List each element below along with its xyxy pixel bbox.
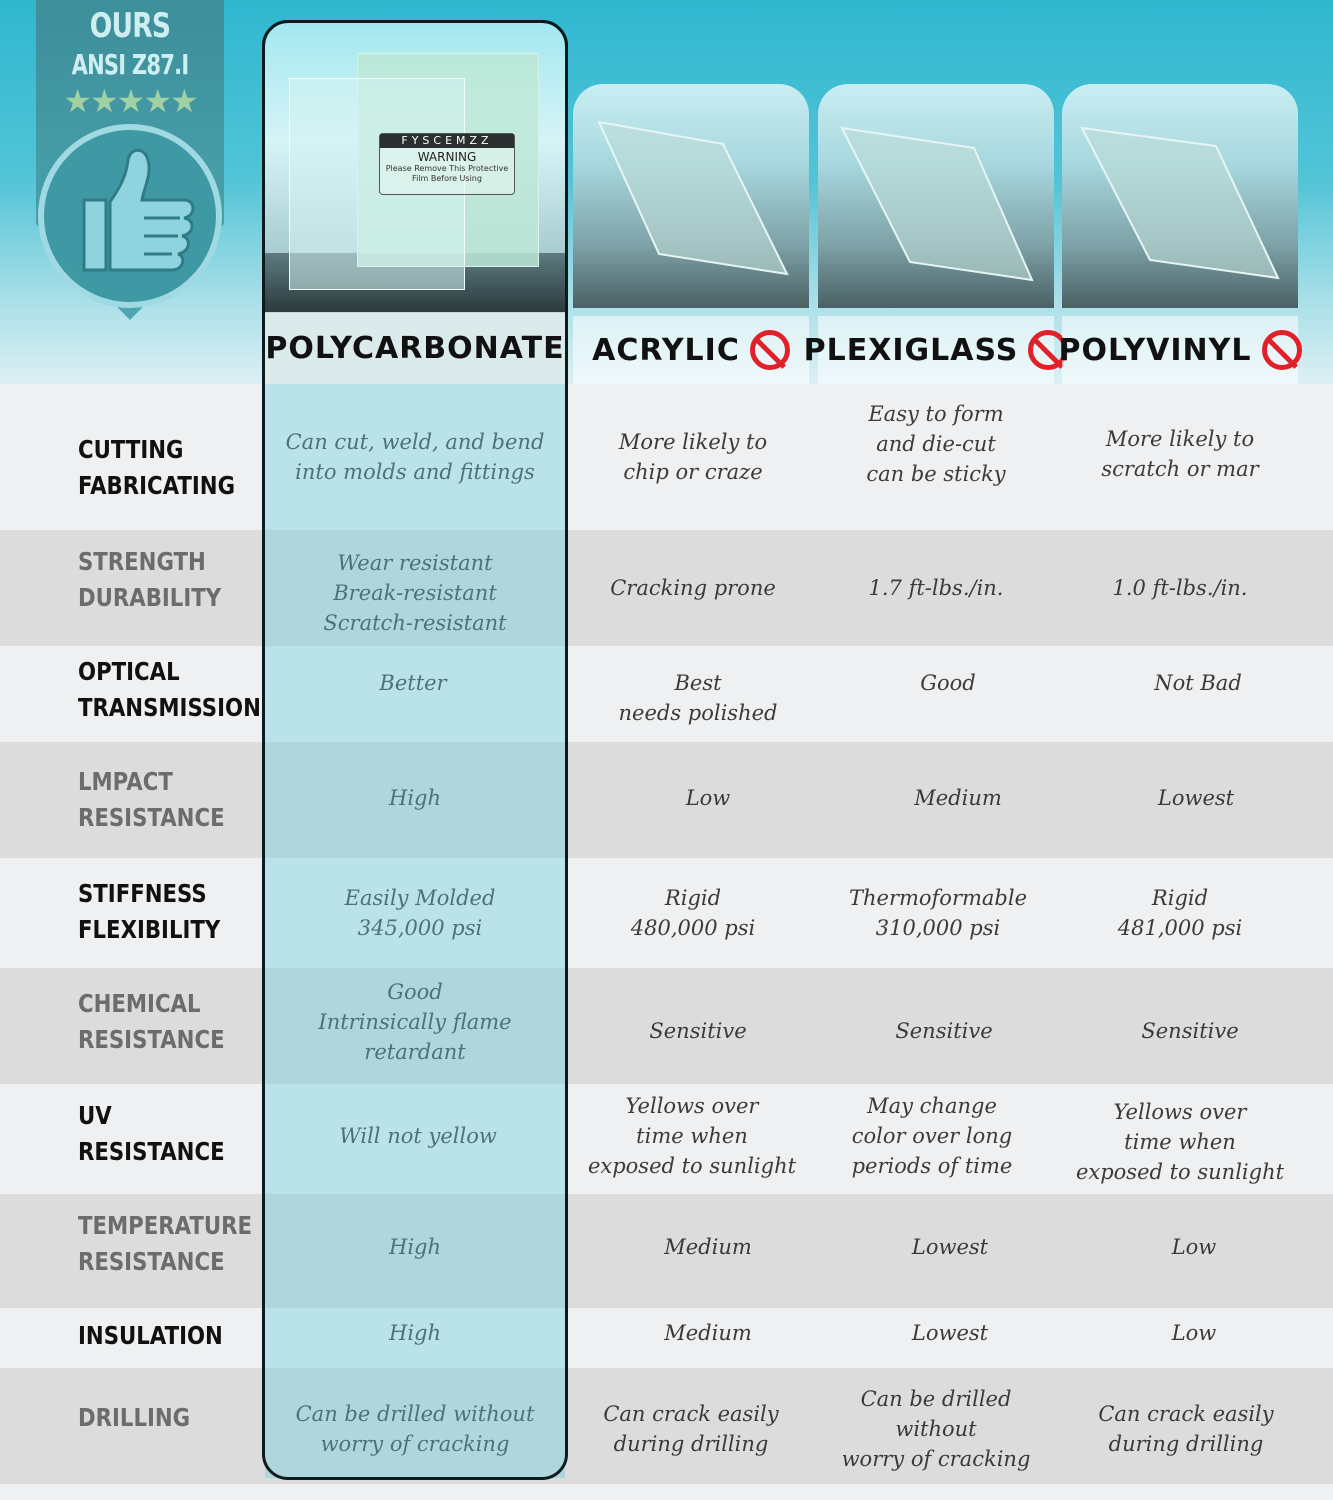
- table-cell: Not Bad: [1154, 671, 1242, 695]
- table-cell: Best needs polished: [618, 671, 778, 725]
- table-cell: Can crack easily during drilling: [1098, 1402, 1274, 1456]
- table-cell: High: [389, 1321, 441, 1345]
- table-cell: Low: [1171, 1235, 1217, 1259]
- row-label: LMPACT RESISTANCE: [78, 767, 225, 832]
- bottom-strip: [0, 1484, 1333, 1500]
- row-label: INSULATION: [78, 1321, 223, 1350]
- table-cell: Can be drilled without worry of cracking: [295, 1402, 535, 1456]
- star-rating: ★★★★★: [63, 82, 197, 120]
- table-cell: 1.7 ft-lbs./in.: [868, 576, 1004, 600]
- header-label: PLEXIGLASS: [803, 332, 1019, 368]
- row-label: OPTICAL TRANSMISSION: [78, 657, 261, 722]
- row-label: CHEMICAL RESISTANCE: [78, 989, 225, 1054]
- table-cell: More likely to scratch or mar: [1101, 427, 1259, 481]
- table-cell: Good: [920, 671, 976, 695]
- table-cell: Medium: [914, 786, 1002, 810]
- column-header-acrylic: [573, 316, 809, 384]
- table-row: [0, 384, 1333, 530]
- row-label: TEMPERATURE RESISTANCE: [78, 1211, 253, 1276]
- table-cell: Rigid 480,000 psi: [630, 886, 756, 940]
- header-label: POLYVINYL: [1058, 332, 1252, 368]
- table-cell: Lowest: [1157, 786, 1235, 810]
- plexiglass-image: [818, 84, 1054, 308]
- table-row: [0, 530, 1333, 646]
- table-cell: Yellows over time when exposed to sunlight: [587, 1094, 797, 1178]
- table-row: [0, 858, 1333, 968]
- table-cell: 1.0 ft-lbs./in.: [1112, 576, 1248, 600]
- row-label: STRENGTH DURABILITY: [78, 547, 222, 612]
- table-cell: Lowest: [911, 1235, 989, 1259]
- badge-subtitle: ANSI Z87.I: [71, 48, 189, 81]
- badge-title: OURS: [89, 6, 171, 46]
- warning-label: [379, 133, 515, 195]
- table-cell: Low: [1171, 1321, 1217, 1345]
- table-cell: Medium: [664, 1321, 752, 1345]
- table-row: [0, 1308, 1333, 1368]
- table-cell: Sensitive: [895, 1019, 993, 1043]
- row-label: UV RESISTANCE: [78, 1101, 225, 1166]
- table-cell: Can cut, weld, and bend into molds and fittings: [285, 430, 545, 484]
- table-row: [0, 742, 1333, 858]
- table-row: [0, 1084, 1333, 1194]
- table-row: [0, 1368, 1333, 1484]
- warning-text: Please Remove This Protective Film Before Using: [385, 164, 509, 183]
- column-header-polycarbonate: [265, 312, 565, 384]
- table-cell: Easily Molded 345,000 psi: [344, 886, 496, 940]
- table-cell: Sensitive: [1141, 1019, 1239, 1043]
- table-cell: Good Intrinsically flame retardant: [318, 980, 512, 1064]
- row-label: DRILLING: [78, 1403, 191, 1432]
- table-cell: Better: [379, 671, 447, 695]
- table-cell: Lowest: [911, 1321, 989, 1345]
- table-cell: Can be drilled without worry of cracking: [841, 1387, 1031, 1471]
- thumbs-up-icon: [38, 124, 222, 308]
- table-cell: Will not yellow: [339, 1124, 497, 1148]
- no-sign-icon: [1262, 330, 1302, 370]
- no-sign-icon: [750, 330, 790, 370]
- table-row: [0, 646, 1333, 742]
- table-row: [0, 968, 1333, 1084]
- table-cell: Low: [685, 786, 731, 810]
- row-label: CUTTING FABRICATING: [78, 435, 236, 500]
- table-cell: Medium: [664, 1235, 752, 1259]
- polyvinyl-image: [1062, 84, 1298, 308]
- table-cell: High: [389, 786, 441, 810]
- row-label: STIFFNESS FLEXIBILITY: [78, 879, 221, 944]
- acrylic-image: [573, 84, 809, 308]
- table-cell: May change color over long periods of time: [851, 1094, 1013, 1178]
- table-row: [0, 1194, 1333, 1308]
- warning-title: WARNING: [417, 150, 477, 164]
- table-cell: Wear resistant Break-resistant Scratch-resistant: [323, 551, 507, 635]
- table-cell: Cracking prone: [610, 576, 776, 600]
- table-cell: High: [389, 1235, 441, 1259]
- table-cell: More likely to chip or craze: [618, 430, 768, 484]
- table-cell: Thermoformable 310,000 psi: [848, 886, 1028, 940]
- header-label: ACRYLIC: [592, 332, 740, 368]
- header-label: POLYCARBONATE: [265, 330, 565, 366]
- table-cell: Easy to form and die-cut can be sticky: [866, 402, 1006, 486]
- table-cell: Sensitive: [649, 1019, 747, 1043]
- table-cell: Rigid 481,000 psi: [1117, 886, 1243, 940]
- table-cell: Yellows over time when exposed to sunlight: [1075, 1100, 1285, 1184]
- warning-brand: FYSCEMZZ: [380, 134, 514, 148]
- column-header-polyvinyl: [1058, 316, 1298, 384]
- table-cell: Can crack easily during drilling: [603, 1402, 779, 1456]
